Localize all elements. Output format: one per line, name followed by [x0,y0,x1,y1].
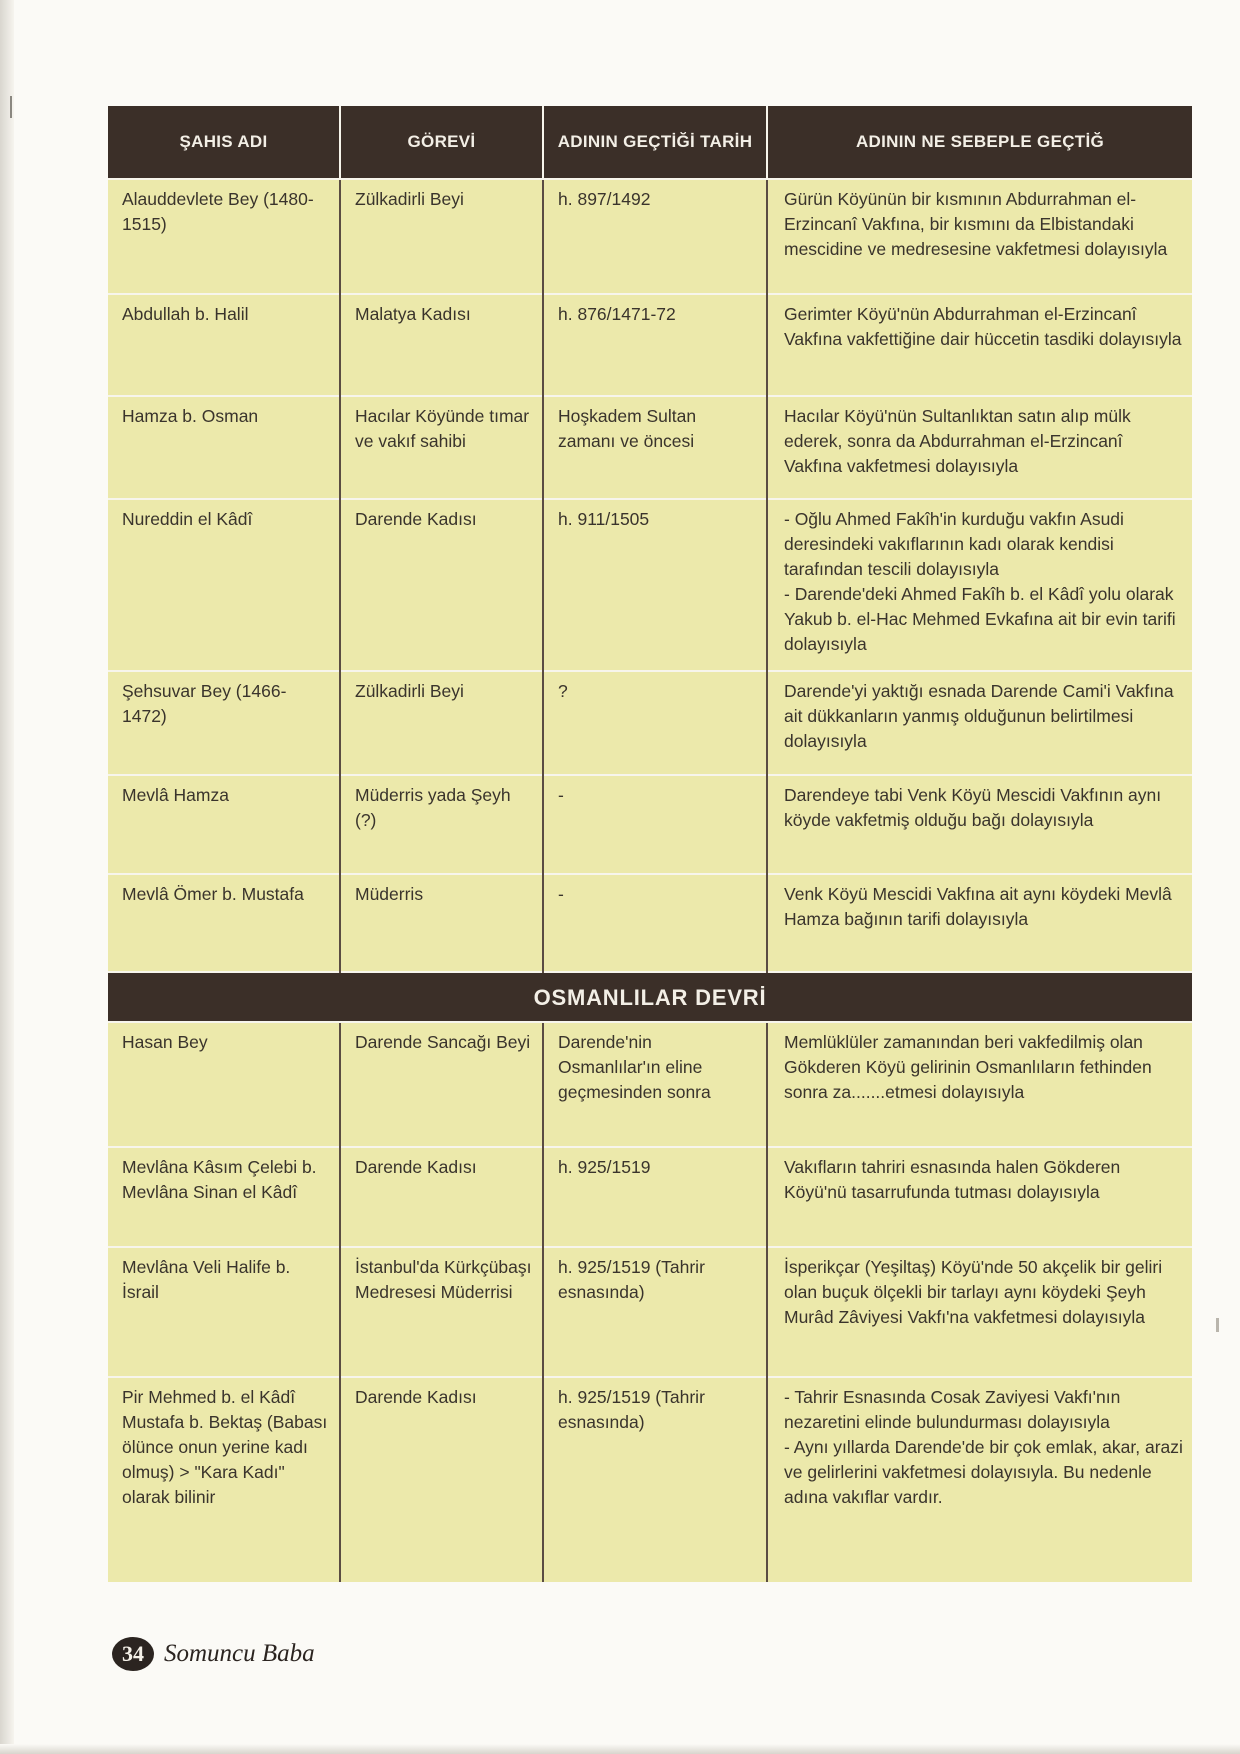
cell-name: Mevlâna Kâsım Çelebi b. Mevlâna Sinan el Kâdî [108,1147,340,1247]
cell-name: Mevlâ Hamza [108,775,340,874]
cell-reason: Hacılar Köyü'nün Sultanlıktan satın alıp mülk ederek, sonra da Abdurrahman el-Erzincanî Vakfına vakfetmesi dolayısıyla [767,396,1192,499]
table-row [108,179,1192,294]
cell-name: Mevlâ Ömer b. Mustafa [108,874,340,972]
cell-reason: Vakıfların tahriri esnasında halen Gökderen Köyü'nü tasarrufunda tutması dolayısıyla [767,1147,1192,1247]
cell-name: Hamza b. Osman [108,396,340,499]
cell-date: h. 897/1492 [543,179,767,294]
cell-name: Pir Mehmed b. el Kâdî Mustafa b. Bektaş (Babası ölünce onun yerine kadı olmuş) > "Kara Kadı" olarak bilinir [108,1377,340,1582]
table-row [108,294,1192,396]
page-edge-shadow [0,0,14,1754]
cell-name: Nureddin el Kâdî [108,499,340,671]
table-body-pre-ottoman [108,179,1192,972]
margin-mark [10,96,12,118]
header-person-name: ŞAHIS ADI [108,106,340,179]
table-row [108,874,1192,972]
table-row [108,1377,1192,1582]
cell-date: - [543,775,767,874]
cell-date: ? [543,671,767,775]
cell-reason: Gerimter Köyü'nün Abdurrahman el-Erzincanî Vakfına vakfettiğine dair hüccetin tasdiki dolayısıyla [767,294,1192,396]
header-date: ADININ GEÇTİĞİ TARİH [543,106,767,179]
table-row [108,1247,1192,1377]
table-row [108,775,1192,874]
table-row [108,499,1192,671]
cell-reason: Gürün Köyünün bir kısmının Abdurrahman el-Erzincanî Vakfına, bir kısmını da Elbistandaki mescidine ve medresesine vakfetmesi dolayısıyla [767,179,1192,294]
cell-role: Malatya Kadısı [340,294,543,396]
cell-date: h. 876/1471-72 [543,294,767,396]
era-row [108,972,1192,1022]
table-header-row [108,106,1192,179]
cell-name: Abdullah b. Halil [108,294,340,396]
cell-date: h. 925/1519 [543,1147,767,1247]
cell-reason: İsperikçar (Yeşiltaş) Köyü'nde 50 akçelik bir geliri olan buçuk ölçekli bir tarlayı aynı köydeki Şeyh Murâd Zâviyesi Vakfı'na vakfetmesi dolayısıyla [767,1247,1192,1377]
page-number: 34 [112,1637,154,1671]
cell-role: Darende Kadısı [340,499,543,671]
cell-reason: - Oğlu Ahmed Fakîh'in kurduğu vakfın Asudi deresindeki vakıflarının kadı olarak kendisi tarafından tescili dolayısıyla - Darende'deki Ahmed Fakîh b. el Kâdî yolu olarak Yakub b. el-Hac Mehmed Evkafına ait bir evin tarifi dolayısıyla [767,499,1192,671]
table-row [108,1147,1192,1247]
table-body-ottoman [108,1022,1192,1582]
table-row [108,396,1192,499]
magazine-title: Somuncu Baba [164,1640,315,1667]
cell-name: Alauddevlete Bey (1480-1515) [108,179,340,294]
cell-date: Hoşkadem Sultan zamanı ve öncesi [543,396,767,499]
cell-reason: Venk Köyü Mescidi Vakfına ait aynı köydeki Mevlâ Hamza bağının tarifi dolayısıyla [767,874,1192,972]
cell-date: h. 925/1519 (Tahrir esnasında) [543,1377,767,1582]
cell-date: - [543,874,767,972]
cell-role: Darende Kadısı [340,1377,543,1582]
cell-role: Darende Sancağı Beyi [340,1022,543,1147]
cell-name: Mevlâna Veli Halife b. İsrail [108,1247,340,1377]
table-row [108,671,1192,775]
cell-reason: Memlüklüler zamanından beri vakfedilmiş olan Gökderen Köyü gelirinin Osmanlıların fethinden sonra za.......etmesi dolayısıyla [767,1022,1192,1147]
header-reason: ADININ NE SEBEPLE GEÇTİĞ [767,106,1192,179]
foundation-persons-table [108,106,1192,1582]
cell-role: Zülkadirli Beyi [340,179,543,294]
page-edge-bottom [0,1744,1240,1754]
table-body-era [108,972,1192,1022]
table-row [108,1022,1192,1147]
header-role: GÖREVİ [340,106,543,179]
margin-mark-right [1216,1318,1219,1332]
cell-date: h. 911/1505 [543,499,767,671]
cell-date: h. 925/1519 (Tahrir esnasında) [543,1247,767,1377]
cell-name: Şehsuvar Bey (1466-1472) [108,671,340,775]
cell-role: Müderris yada Şeyh (?) [340,775,543,874]
era-label: OSMANLILAR DEVRİ [108,972,1192,1022]
cell-role: Darende Kadısı [340,1147,543,1247]
cell-reason: Darendeye tabi Venk Köyü Mescidi Vakfının aynı köyde vakfetmiş olduğu bağı dolayısıyla [767,775,1192,874]
cell-date: Darende'nin Osmanlılar'ın eline geçmesinden sonra [543,1022,767,1147]
page-footer [112,1637,315,1671]
cell-role: İstanbul'da Kürkçübaşı Medresesi Müderrisi [340,1247,543,1377]
cell-name: Hasan Bey [108,1022,340,1147]
cell-reason: Darende'yi yaktığı esnada Darende Cami'i Vakfına ait dükkanların yanmış olduğunun belirtilmesi dolayısıyla [767,671,1192,775]
cell-reason: - Tahrir Esnasında Cosak Zaviyesi Vakfı'nın nezaretini elinde bulundurması dolayısıyla - Aynı yıllarda Darende'de bir çok emlak, akar, arazi ve gelirlerini vakfetmesi dolayısıyla. Bu nedenle adına vakıflar vardır. [767,1377,1192,1582]
cell-role: Hacılar Köyünde tımar ve vakıf sahibi [340,396,543,499]
cell-role: Müderris [340,874,543,972]
cell-role: Zülkadirli Beyi [340,671,543,775]
